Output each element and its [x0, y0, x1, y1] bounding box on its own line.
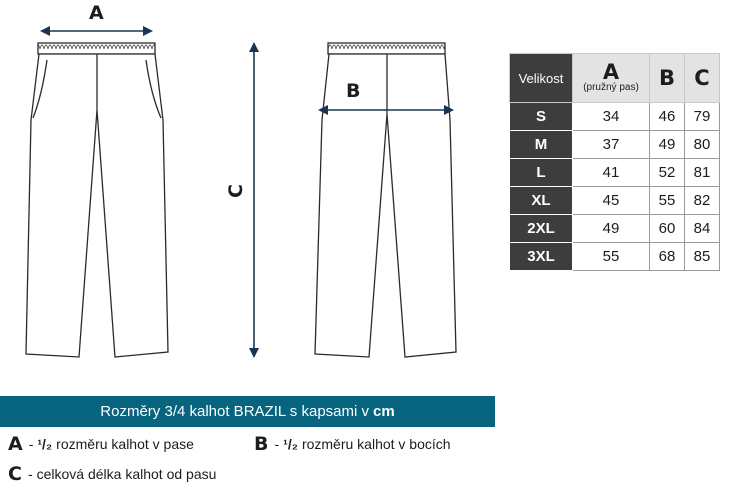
legend-text-a: rozměru kalhot v pase: [56, 436, 194, 452]
table-cell-a: 37: [573, 131, 650, 159]
table-cell-c: 82: [685, 187, 720, 215]
dimension-b-label: B: [346, 80, 361, 102]
legend-key-b: B: [254, 433, 269, 455]
table-row: [510, 243, 720, 271]
legend-key-c: C: [8, 463, 22, 485]
dimension-c-label: C: [224, 184, 247, 198]
table-row: [510, 215, 720, 243]
legend-text-c: celková délka kalhot od pasu: [36, 466, 217, 482]
legend-dash: -: [274, 436, 280, 452]
legend-item-a: [8, 433, 194, 455]
table-header-b: B: [650, 54, 685, 103]
table-cell-a: 55: [573, 243, 650, 271]
table-header-a: [573, 54, 650, 103]
table-cell-c: 84: [685, 215, 720, 243]
table-cell-size: M: [510, 131, 573, 159]
legend-key-a: A: [8, 433, 23, 455]
legend-dash: -: [28, 436, 34, 452]
legend-text-b: rozměru kalhot v bocích: [301, 436, 451, 452]
table-cell-a: 41: [573, 159, 650, 187]
table-cell-a: 45: [573, 187, 650, 215]
legend-half-fraction: ¹/₂: [283, 436, 298, 452]
table-row: [510, 131, 720, 159]
table-cell-size: 2XL: [510, 215, 573, 243]
table-cell-c: 85: [685, 243, 720, 271]
caption-bar: [0, 396, 495, 427]
table-cell-b: 55: [650, 187, 685, 215]
table-cell-c: 80: [685, 131, 720, 159]
table-cell-b: 46: [650, 103, 685, 131]
dimension-a-label: A: [89, 2, 104, 24]
table-cell-a: 49: [573, 215, 650, 243]
legend-dash: -: [27, 466, 33, 482]
table-cell-size: 3XL: [510, 243, 573, 271]
legend-item-b: [254, 433, 451, 455]
table-cell-b: 60: [650, 215, 685, 243]
table-header-size: Velikost: [510, 54, 573, 103]
back-pants-outline: [315, 43, 456, 357]
table-row: [510, 103, 720, 131]
front-pants-outline: [26, 43, 168, 357]
table-header-a-letter: A: [602, 60, 620, 84]
legend-half-fraction: ¹/₂: [37, 436, 53, 452]
table-row: [510, 187, 720, 215]
table-cell-b: 52: [650, 159, 685, 187]
table-cell-size: XL: [510, 187, 573, 215]
size-table: [509, 53, 720, 271]
table-cell-a: 34: [573, 103, 650, 131]
table-cell-c: 81: [685, 159, 720, 187]
table-cell-b: 49: [650, 131, 685, 159]
table-cell-c: 79: [685, 103, 720, 131]
table-row: [510, 159, 720, 187]
table-header-c: C: [685, 54, 720, 103]
caption-unit: cm: [373, 403, 395, 420]
table-header-a-note: (pružný pas): [583, 82, 639, 93]
table-cell-size: S: [510, 103, 573, 131]
table-cell-size: L: [510, 159, 573, 187]
legend-item-c: [8, 463, 216, 485]
table-cell-b: 68: [650, 243, 685, 271]
caption-text: Rozměry 3/4 kalhot BRAZIL s kapsami v: [100, 403, 370, 420]
